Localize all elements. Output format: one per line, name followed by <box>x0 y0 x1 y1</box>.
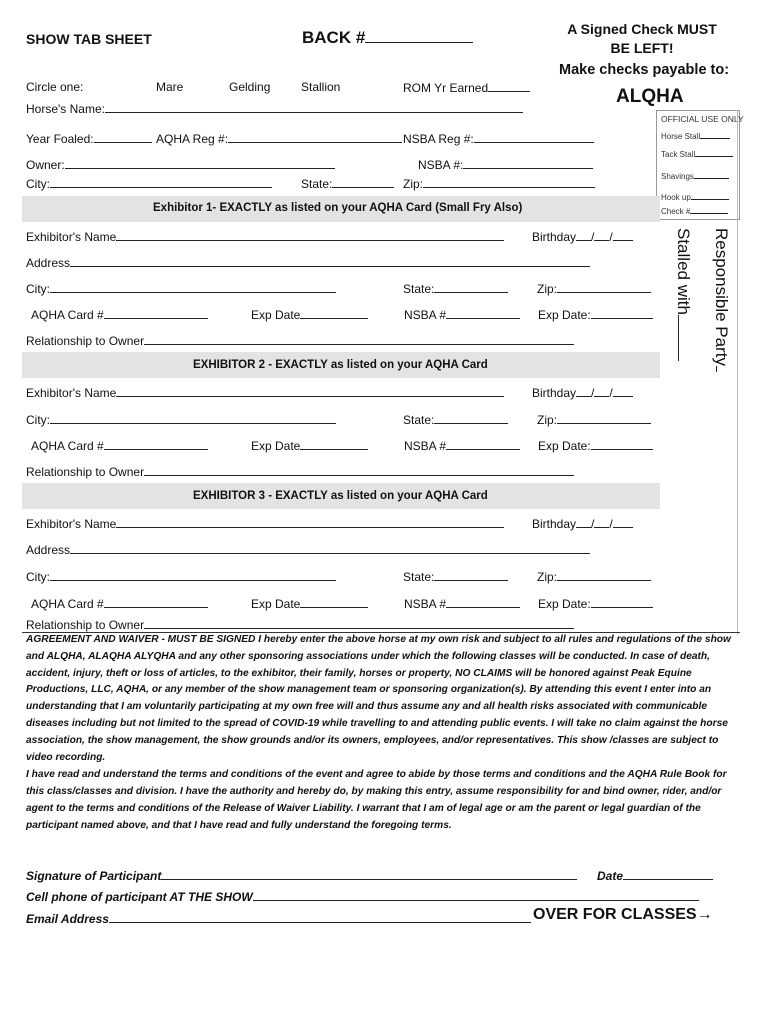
back-number-label: BACK # <box>302 28 366 47</box>
hook-up-field[interactable]: Hook up <box>661 192 729 202</box>
exhibitor-2-nsba-exp-field[interactable]: Exp Date: <box>538 438 653 453</box>
exhibitor-3-nsba-field[interactable]: NSBA # <box>404 596 520 611</box>
exhibitor-3-state-field[interactable]: State: <box>403 569 508 584</box>
exhibitor-1-relationship-field[interactable]: Relationship to Owner <box>26 333 574 348</box>
exhibitor-1-exp-date-field[interactable]: Exp Date <box>251 307 368 322</box>
exhibitor-1-city-field[interactable]: City: <box>26 281 336 296</box>
date-field[interactable]: Date <box>597 868 713 883</box>
exhibitor-3-address-field[interactable]: Address <box>26 542 590 557</box>
owner-nsba-field[interactable]: NSBA #: <box>418 157 593 172</box>
option-mare[interactable]: Mare <box>156 80 184 94</box>
payable-to: Make checks payable to: <box>559 62 730 78</box>
exhibitor-3-name-field[interactable]: Exhibitor's Name <box>26 516 504 531</box>
owner-zip-field[interactable]: Zip: <box>403 176 595 191</box>
exhibitor-3-zip-field[interactable]: Zip: <box>537 569 651 584</box>
exhibitor-2-nsba-field[interactable]: NSBA # <box>404 438 520 453</box>
exhibitor-1-nsba-exp-field[interactable]: Exp Date: <box>538 307 653 322</box>
stalled-with-field[interactable]: Stalled with <box>673 228 694 361</box>
exhibitor-3-birthday-field[interactable]: Birthday / / <box>532 516 633 531</box>
aqha-reg-field[interactable]: AQHA Reg #: <box>156 131 402 146</box>
exhibitor-1-zip-field[interactable]: Zip: <box>537 281 651 296</box>
form-title: SHOW TAB SHEET <box>26 31 152 47</box>
exhibitor-3-heading: EXHIBITOR 3 - EXACTLY as listed on your AQHA Card <box>193 490 488 502</box>
check-number-field[interactable]: Check # <box>661 206 728 216</box>
horse-name-field[interactable]: Horse's Name: <box>26 101 523 116</box>
exhibitor-3-city-field[interactable]: City: <box>26 569 336 584</box>
back-number-field[interactable] <box>302 28 473 48</box>
exhibitor-3-relationship-field[interactable]: Relationship to Owner <box>26 617 574 632</box>
exhibitor-3-nsba-exp-field[interactable]: Exp Date: <box>538 596 653 611</box>
horse-stall-field[interactable]: Horse Stall <box>661 131 730 141</box>
exhibitor-2-name-field[interactable]: Exhibitor's Name <box>26 385 504 400</box>
signature-field[interactable]: Signature of Participant <box>26 868 577 883</box>
exhibitor-1-aqha-card-field[interactable]: AQHA Card # <box>31 307 208 322</box>
cell-phone-field[interactable]: Cell phone of participant AT THE SHOW <box>26 889 699 904</box>
exhibitor-2-relationship-field[interactable]: Relationship to Owner <box>26 464 574 479</box>
owner-field[interactable]: Owner: <box>26 157 335 172</box>
exhibitor-2-aqha-card-field[interactable]: AQHA Card # <box>31 438 208 453</box>
shavings-field[interactable]: Shavings <box>661 171 729 181</box>
right-margin-line <box>737 110 738 635</box>
official-use-box <box>656 110 744 220</box>
tack-stall-field[interactable]: Tack Stall <box>661 149 733 159</box>
exhibitor-1-state-field[interactable]: State: <box>403 281 508 296</box>
exhibitor-3-exp-date-field[interactable]: Exp Date <box>251 596 368 611</box>
payee-name: ALQHA <box>616 86 684 107</box>
exhibitor-1-birthday-field[interactable]: Birthday / / <box>532 229 633 244</box>
exhibitor-1-heading: Exhibitor 1- EXACTLY as listed on your AQHA Card (Small Fry Also) <box>153 202 523 214</box>
exhibitor-2-birthday-field[interactable]: Birthday / / <box>532 385 633 400</box>
waiver-paragraph-1: AGREEMENT AND WAIVER - MUST BE SIGNED I hereby enter the above horse at my own risk and subject to all rules and regulations of the show and ALQHA, ALAQHA ALYQHA and any other sponsoring associations under which the following classes will be conducted. In case of death, accident, injury, theft or loss of articles, to the exhibitor, their family, horses or property, NO CLAIMS will be honored against Peak Equine Productions, LLC, AQHA, or any member of the show management team or sponsoring organization(s). By attending this event I enter into an understanding that I am voluntarily participating at my own free will and thus assume any and all health risks associated with communicable diseases including but not limited to the spread of COVID-19 while travelling to and attending public events. I will take no claim against the horse association, the show management, the show grounds and/or its owners, employees, and/or representatives. This show /classes are subject to video recording. <box>26 634 731 763</box>
waiver-text <box>26 632 738 835</box>
email-field[interactable]: Email Address <box>26 911 531 926</box>
exhibitor-3-aqha-card-field[interactable]: AQHA Card # <box>31 596 208 611</box>
circle-one-label: Circle one: <box>26 80 84 94</box>
exhibitor-2-state-field[interactable]: State: <box>403 412 508 427</box>
exhibitor-1-address-field[interactable]: Address <box>26 255 590 270</box>
exhibitor-2-heading: EXHIBITOR 2 - EXACTLY as listed on your AQHA Card <box>193 359 488 371</box>
waiver-paragraph-2: I have read and understand the terms and conditions of the event and agree to abide by those terms and conditions and the AQHA Rule Book for this class/classes and division. I have the authority and hereby do, by making this entry, assume responsibility for and bind owner, rider, and/or agent to the terms and conditions of the Release of Waiver Liability. I warrant that I am of legal age or am the parent or legal guardian of the participant named above, and that I have read and fully understand the foregoing terms. <box>26 769 727 831</box>
exhibitor-2-city-field[interactable]: City: <box>26 412 336 427</box>
rom-year-field[interactable]: ROM Yr Earned <box>403 80 530 95</box>
over-for-classes: OVER FOR CLASSES→ <box>533 906 713 923</box>
exhibitor-1-name-field[interactable]: Exhibitor's Name <box>26 229 504 244</box>
year-foaled-field[interactable]: Year Foaled: <box>26 131 152 146</box>
nsba-reg-field[interactable]: NSBA Reg #: <box>403 131 594 146</box>
responsible-party-field[interactable]: Responsible Party <box>711 228 732 372</box>
exhibitor-2-exp-date-field[interactable]: Exp Date <box>251 438 368 453</box>
check-notice: A Signed Check MUST BE LEFT! <box>567 21 717 56</box>
owner-city-field[interactable]: City: <box>26 176 272 191</box>
exhibitor-1-nsba-field[interactable]: NSBA # <box>404 307 520 322</box>
exhibitor-2-zip-field[interactable]: Zip: <box>537 412 651 427</box>
owner-state-field[interactable]: State: <box>301 176 394 191</box>
official-use-title: OFFICIAL USE ONLY <box>661 114 744 124</box>
option-gelding[interactable]: Gelding <box>229 80 271 94</box>
option-stallion[interactable]: Stallion <box>301 80 341 94</box>
